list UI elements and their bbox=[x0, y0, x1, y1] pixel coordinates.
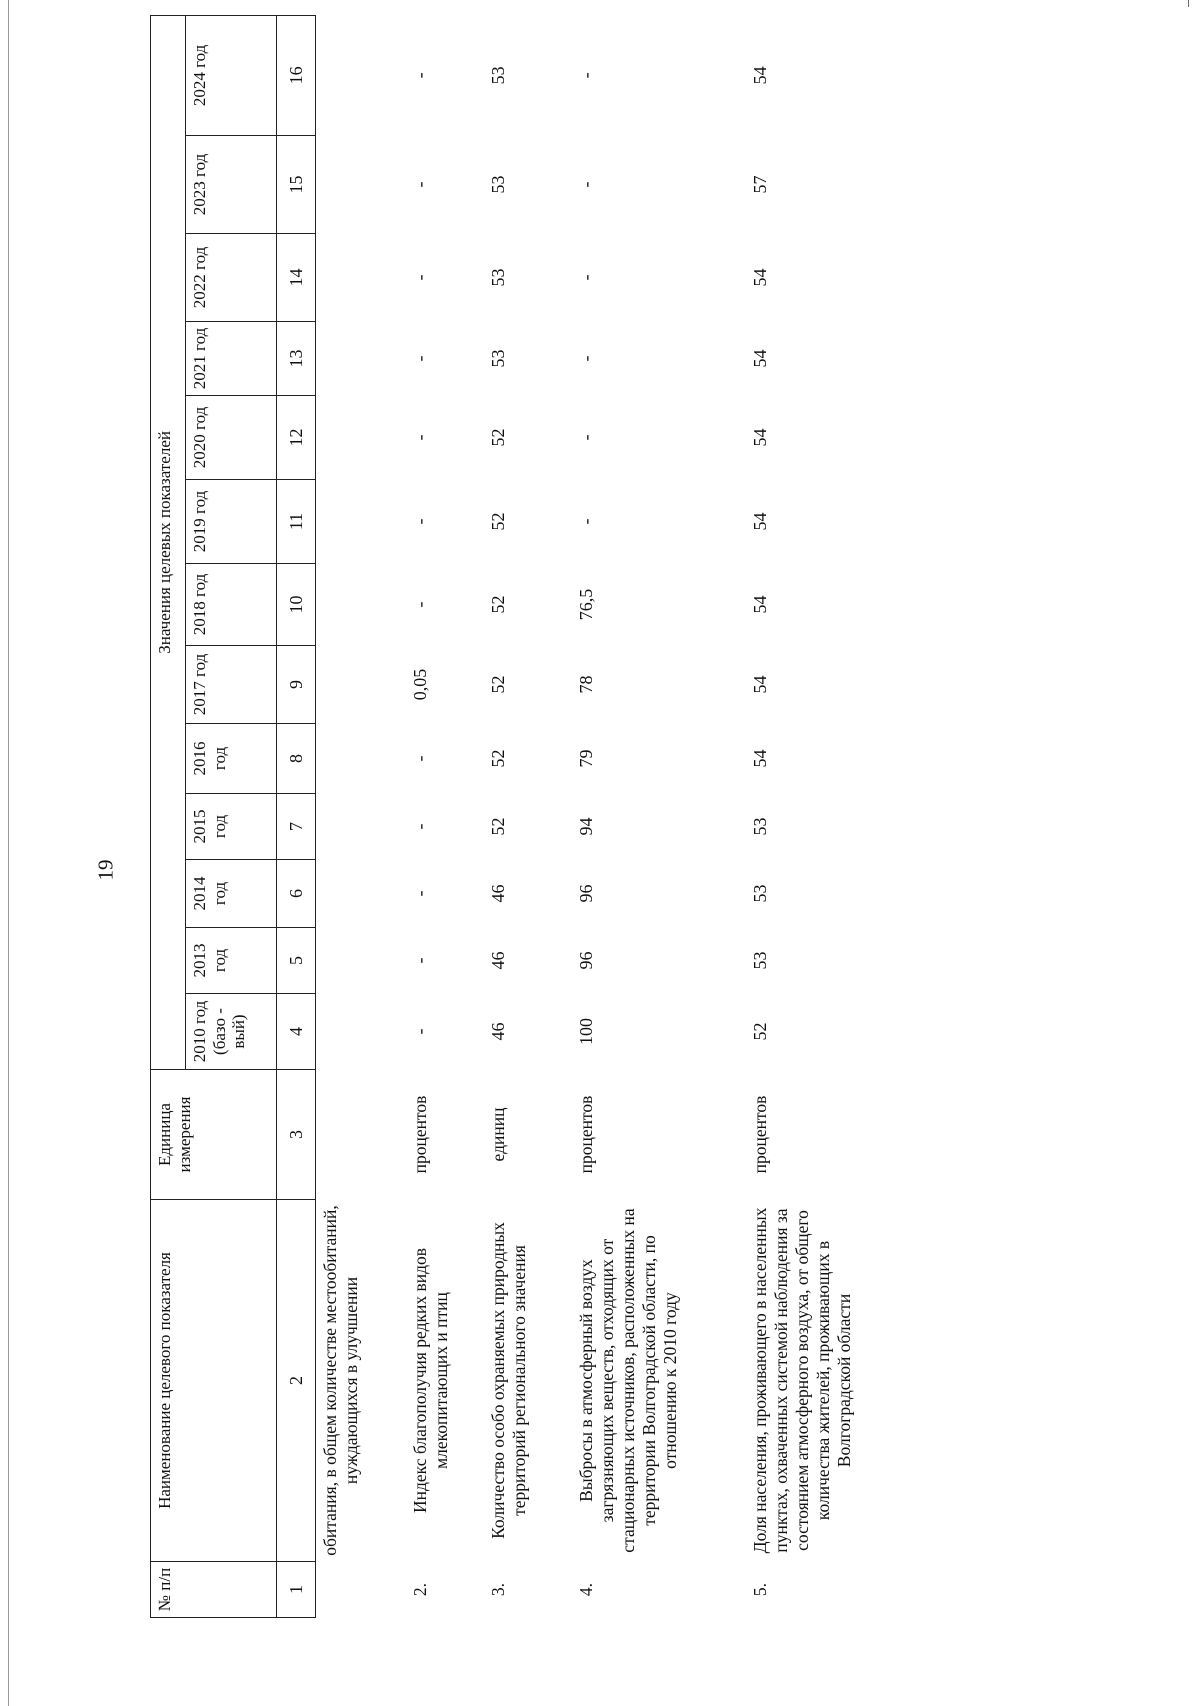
indicator-value bbox=[316, 480, 403, 564]
indicator-value: 96 bbox=[576, 951, 596, 970]
row-number: 4. bbox=[576, 1582, 596, 1597]
indicator-value: 54 bbox=[750, 675, 770, 694]
indicator-name: Выбросы в атмосферный воздух загрязняющих веществ, отходящих от стационарных источников, расположенных на территории Волгоградской области, по отношению к 2010 году bbox=[576, 1208, 680, 1553]
indicator-value: 54 bbox=[750, 428, 770, 447]
indicator-value: - bbox=[576, 274, 596, 281]
header-year: 2018 год bbox=[186, 564, 277, 646]
indicator-value: 100 bbox=[576, 1018, 596, 1045]
indicator-value: 54 bbox=[750, 349, 770, 368]
indicator-value: - bbox=[410, 274, 430, 281]
indicator-name: обитания, в общем количестве местообитаний, нуждающихся в улучшении bbox=[320, 1205, 361, 1556]
indicator-value: 53 bbox=[488, 349, 508, 368]
indicator-unit: процентов bbox=[576, 1095, 596, 1174]
header-values-group: Значения целевых показателей bbox=[151, 15, 186, 1069]
indicator-value bbox=[316, 794, 403, 860]
column-number: 12 bbox=[277, 396, 316, 480]
table-row bbox=[478, 15, 570, 1617]
table-body bbox=[316, 15, 955, 1617]
page-number: 19 bbox=[93, 859, 118, 881]
indicator-value bbox=[316, 994, 403, 1070]
column-number: 9 bbox=[277, 646, 316, 724]
indicator-value bbox=[316, 396, 403, 480]
column-number: 1 bbox=[277, 1562, 316, 1618]
table-row bbox=[742, 15, 954, 1617]
column-number: 15 bbox=[277, 136, 316, 234]
header-year: 2024 год bbox=[186, 15, 277, 135]
column-number: 8 bbox=[277, 724, 316, 794]
indicator-value bbox=[316, 646, 403, 724]
header-year: 2016 год bbox=[186, 724, 277, 794]
row-number: 5. bbox=[750, 1582, 770, 1597]
indicator-value: 52 bbox=[488, 749, 508, 768]
indicator-value: - bbox=[410, 181, 430, 188]
indicator-value: 54 bbox=[750, 595, 770, 614]
table-row bbox=[570, 15, 742, 1617]
header-unit: Единица измерения bbox=[151, 1070, 277, 1200]
indicator-value: 53 bbox=[750, 951, 770, 970]
indicator-value: - bbox=[576, 434, 596, 441]
column-number: 3 bbox=[277, 1070, 316, 1200]
indicator-value: 53 bbox=[488, 268, 508, 287]
table-header bbox=[151, 15, 316, 1617]
column-number: 5 bbox=[277, 928, 316, 994]
scan-page-edge bbox=[8, 0, 9, 1706]
indicator-value: 52 bbox=[488, 512, 508, 531]
indicator-value: 53 bbox=[488, 66, 508, 85]
indicator-value: - bbox=[410, 518, 430, 525]
indicator-value: - bbox=[410, 890, 430, 897]
column-number: 14 bbox=[277, 234, 316, 322]
indicator-value bbox=[316, 860, 403, 928]
column-number: 13 bbox=[277, 322, 316, 396]
indicator-value bbox=[316, 15, 403, 135]
column-number: 11 bbox=[277, 480, 316, 564]
column-number: 4 bbox=[277, 994, 316, 1070]
indicator-value: - bbox=[410, 755, 430, 762]
header-indicator-name: Наименование целевого показателя bbox=[151, 1200, 277, 1562]
header-year: 2010 год (базо - вый) bbox=[186, 994, 277, 1070]
indicator-value: 54 bbox=[750, 512, 770, 531]
header-year: 2020 год bbox=[186, 396, 277, 480]
column-number: 10 bbox=[277, 564, 316, 646]
row-number: 3. bbox=[488, 1582, 508, 1597]
indicator-name: Доля населения, проживающего в населенных пунктах, охваченных системой наблюдения за состоянием атмосферного воздуха, от общего количества жителей, проживающих в Волгоградской области bbox=[750, 1207, 854, 1554]
indicator-value: 54 bbox=[750, 268, 770, 287]
indicator-value: 79 bbox=[576, 749, 596, 768]
indicator-value: 96 bbox=[576, 884, 596, 903]
header-number: № п/п bbox=[151, 1562, 277, 1618]
rotated-table-container bbox=[150, 44, 1150, 1618]
column-number: 6 bbox=[277, 860, 316, 928]
indicator-value: 54 bbox=[750, 66, 770, 85]
indicator-value: 46 bbox=[488, 951, 508, 970]
indicator-value: 52 bbox=[488, 817, 508, 836]
row-number bbox=[316, 1562, 403, 1618]
indicator-value: 78 bbox=[576, 675, 596, 694]
indicator-value: 52 bbox=[488, 428, 508, 447]
indicator-value: 94 bbox=[576, 817, 596, 836]
indicator-unit: единиц bbox=[488, 1107, 508, 1162]
scan-artifact bbox=[1188, 0, 1189, 7]
indicator-value: - bbox=[410, 823, 430, 830]
indicator-name: Индекс благополучия редких видов млекопитающих и птиц bbox=[410, 1247, 451, 1514]
indicator-value: 53 bbox=[750, 817, 770, 836]
indicator-value bbox=[316, 564, 403, 646]
indicator-value: - bbox=[576, 355, 596, 362]
column-number: 16 bbox=[277, 15, 316, 135]
indicator-value: - bbox=[576, 181, 596, 188]
indicator-value: 53 bbox=[750, 884, 770, 903]
indicator-name: Количество особо охраняемых природных территорий регионального значения bbox=[488, 1222, 529, 1539]
indicator-value bbox=[316, 724, 403, 794]
header-year: 2019 год bbox=[186, 480, 277, 564]
indicator-unit bbox=[316, 1070, 403, 1200]
indicator-value: 0,05 bbox=[410, 668, 430, 701]
target-indicators-table bbox=[150, 15, 954, 1618]
header-year: 2015 год bbox=[186, 794, 277, 860]
indicator-value: - bbox=[576, 72, 596, 79]
indicator-value: 76,5 bbox=[576, 588, 596, 621]
header-year: 2013 год bbox=[186, 928, 277, 994]
table-row bbox=[402, 15, 478, 1617]
header-year: 2017 год bbox=[186, 646, 277, 724]
row-number: 2. bbox=[410, 1582, 430, 1597]
table-row bbox=[316, 15, 403, 1617]
indicator-value: 54 bbox=[750, 749, 770, 768]
header-year: 2014 год bbox=[186, 860, 277, 928]
indicator-value: 53 bbox=[488, 175, 508, 194]
indicator-value: - bbox=[410, 1028, 430, 1035]
indicator-value: - bbox=[410, 601, 430, 608]
indicator-value: - bbox=[410, 72, 430, 79]
header-year: 2021 год bbox=[186, 322, 277, 396]
indicator-value bbox=[316, 928, 403, 994]
column-numbers-row bbox=[277, 15, 316, 1617]
indicator-value: 46 bbox=[488, 1022, 508, 1041]
indicator-value: 52 bbox=[488, 675, 508, 694]
indicator-value: - bbox=[410, 434, 430, 441]
header-year: 2022 год bbox=[186, 234, 277, 322]
indicator-value bbox=[316, 322, 403, 396]
indicator-value: 52 bbox=[488, 595, 508, 614]
indicator-unit: процентов bbox=[410, 1095, 430, 1174]
indicator-value: 52 bbox=[750, 1022, 770, 1041]
column-number: 2 bbox=[277, 1200, 316, 1562]
column-number: 7 bbox=[277, 794, 316, 860]
indicator-value: 46 bbox=[488, 884, 508, 903]
indicator-value bbox=[316, 234, 403, 322]
indicator-unit: процентов bbox=[750, 1095, 770, 1174]
header-year: 2023 год bbox=[186, 136, 277, 234]
indicator-value bbox=[316, 136, 403, 234]
indicator-value: - bbox=[410, 355, 430, 362]
indicator-value: - bbox=[410, 957, 430, 964]
indicator-value: 57 bbox=[750, 175, 770, 194]
indicator-value: - bbox=[576, 518, 596, 525]
